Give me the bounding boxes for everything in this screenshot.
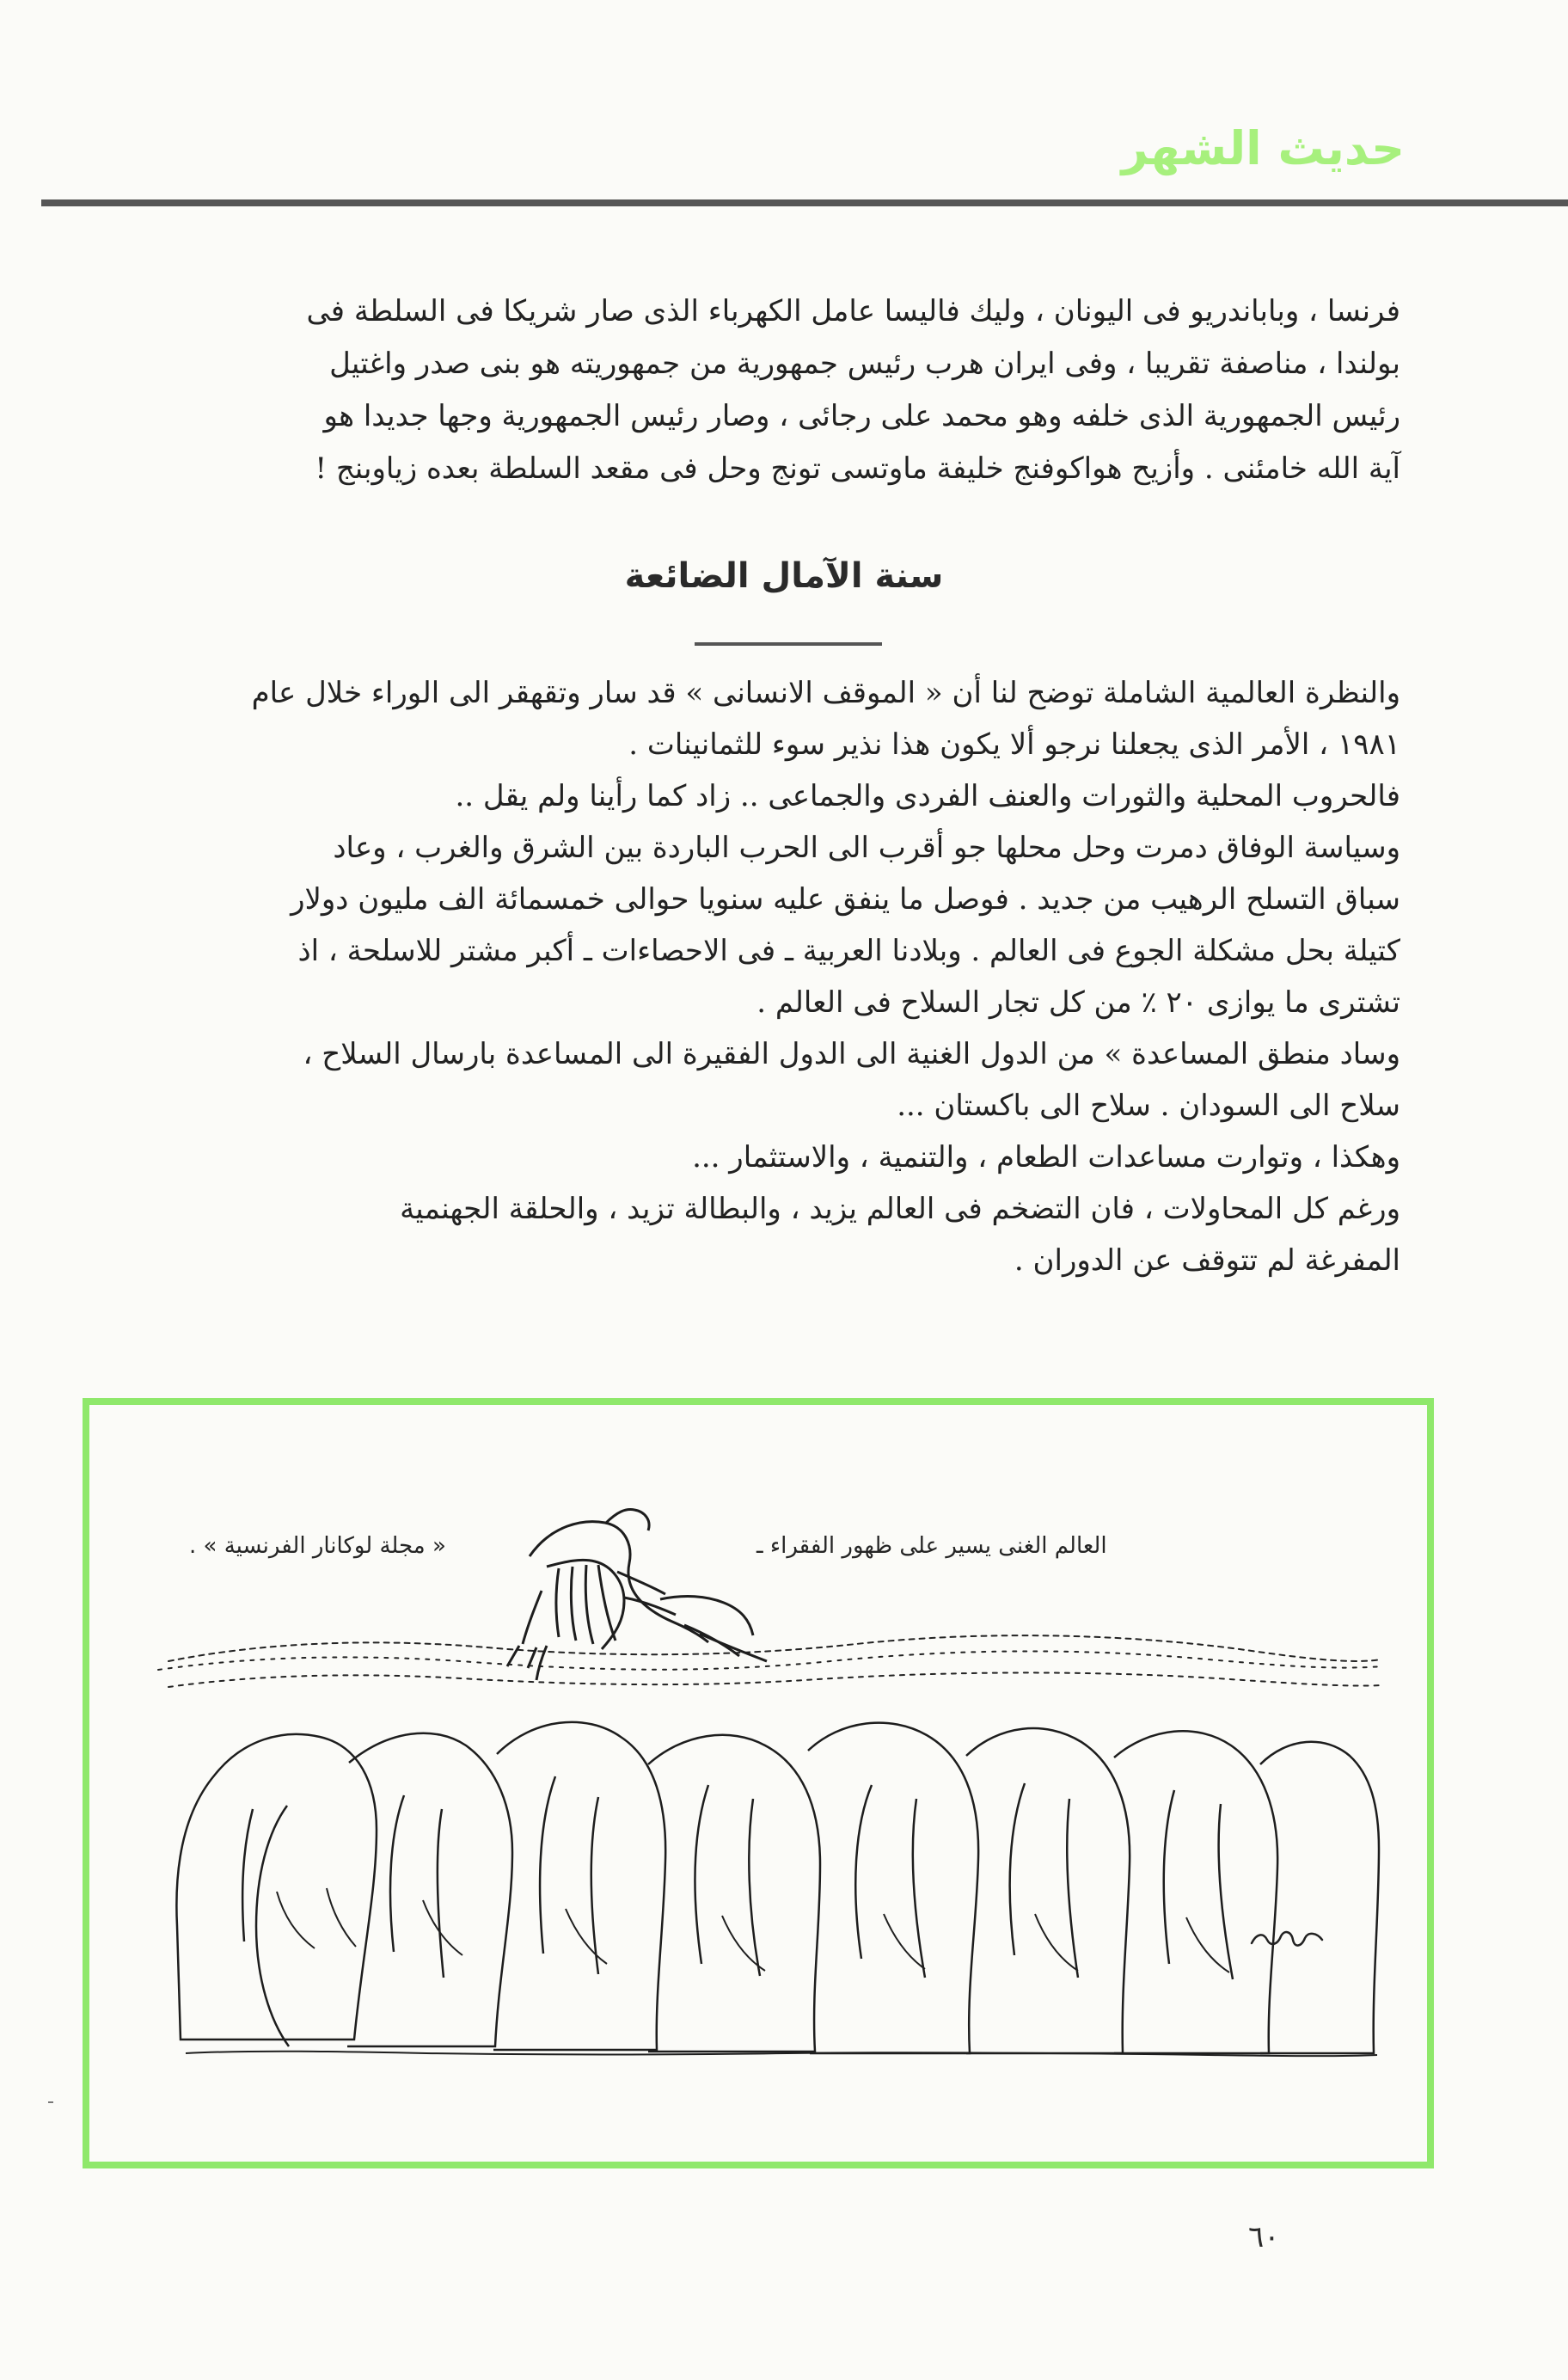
scan-mark: [48, 2101, 53, 2103]
intro-line: بولندا ، مناصفة تقريبا ، وفى ايران هرب رئيس جمهورية من جمهوريته هو بنى صدر واغتيل: [329, 347, 1400, 381]
header-badge: حديث الشهر: [1121, 121, 1405, 175]
article-line: ورغم كل المحاولات ، فان التضخم فى العالم يزيد ، والبطالة تزيد ، والحلقة الجهنمية: [400, 1192, 1400, 1226]
page-number: ٦٠: [1248, 2220, 1280, 2254]
article-line: وهكذا ، وتوارت مساعدات الطعام ، والتنمية ، والاستثمار ...: [692, 1140, 1400, 1175]
intro-line: فرنسا ، وباباندريو فى اليونان ، وليك فاليسا عامل الكهرباء الذى صار شريكا فى السلطة فى: [306, 294, 1400, 328]
intro-line: آية الله خامئنى . وأزيح هواكوفنج خليفة ماوتسى تونج وحل فى مقعد السلطة بعده زياوبنج !: [315, 451, 1400, 486]
article-line: سباق التسلح الرهيب من جديد . فوصل ما ينفق عليه سنويا حوالى خمسمائة الف مليون دولار: [291, 882, 1400, 917]
section-underline: [695, 642, 882, 646]
article-line: والنظرة العالمية الشاملة توضح لنا أن « الموقف الانسانى » قد سار وتقهقر الى الوراء خلال عام: [251, 676, 1400, 710]
section-heading: سنة الآمال الضائعة: [624, 556, 944, 596]
intro-text-block: [180, 285, 1400, 495]
article-line: سلاح الى السودان . سلاح الى باكستان ...: [897, 1089, 1400, 1123]
artist-signature-icon: [1248, 1924, 1326, 1954]
article-line: كتيلة بحل مشكلة الجوع فى العالم . وبلادنا العربية ـ فى الاحصاءات ـ أكبر مشتر للاسلحة ، اذ: [297, 934, 1400, 968]
article-line: فالحروب المحلية والثورات والعنف الفردى والجماعى .. زاد كما رأينا ولم يقل ..: [455, 779, 1400, 813]
article-text-block: [180, 667, 1400, 1286]
article-line: ١٩٨١ ، الأمر الذى يجعلنا نرجو ألا يكون هذا نذير سوء للثمانينات .: [628, 727, 1400, 762]
intro-line: رئيس الجمهورية الذى خلفه وهو محمد على رجائى ، وصار رئيس الجمهورية وجها جديدا هو: [323, 399, 1400, 433]
article-line: تشترى ما يوازى ٢٠ ٪ من كل تجار السلاح فى العالم .: [756, 985, 1400, 1020]
article-line: وسياسة الوفاق دمرت وحل محلها جو أقرب الى الحرب الباردة بين الشرق والغرب ، وعاد: [333, 831, 1400, 865]
cartoon-caption-main: العالم الغنى يسير على ظهور الفقراء ـ: [756, 1533, 1107, 1559]
cartoon-caption-source: « مجلة لوكانار الفرنسية » .: [189, 1533, 446, 1559]
cartoon-illustration: [151, 1445, 1389, 2132]
article-line: وساد منطق المساعدة » من الدول الغنية الى الدول الفقيرة الى المساعدة بارسال السلاح ،: [303, 1037, 1400, 1071]
article-line: المفرغة لم تتوقف عن الدوران .: [1014, 1243, 1400, 1278]
header-rule: [41, 199, 1568, 206]
